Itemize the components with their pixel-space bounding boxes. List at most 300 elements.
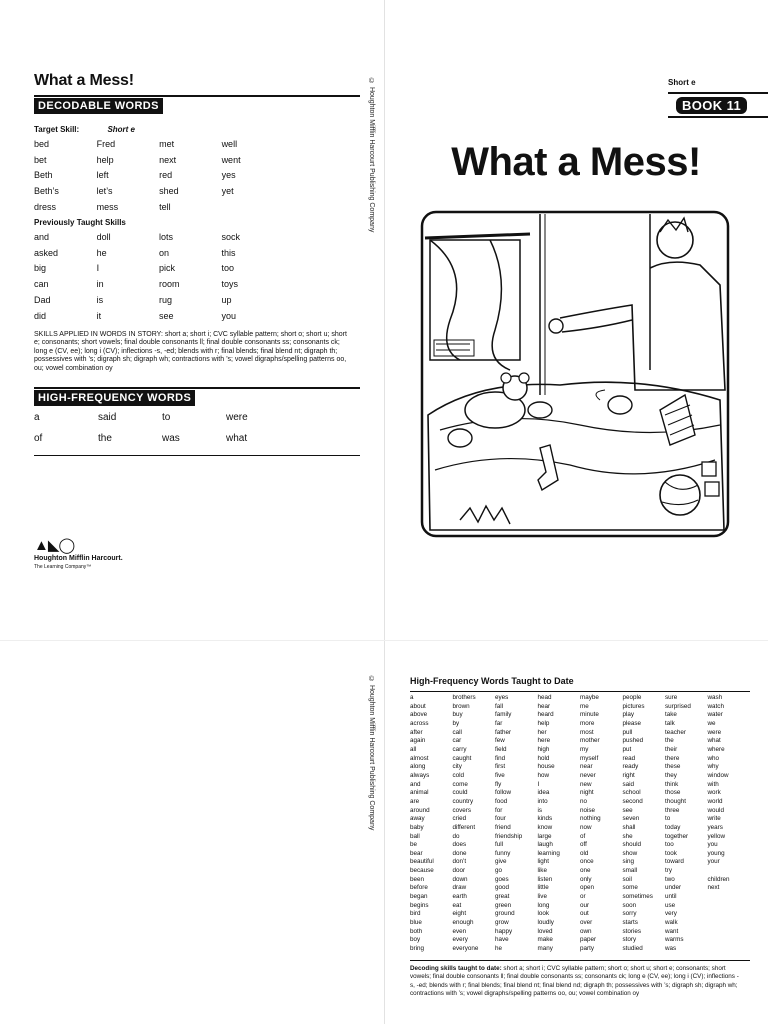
list-item: a [410, 694, 414, 701]
list-item: into [537, 797, 548, 805]
list-item: children [707, 875, 730, 883]
skills-applied-note: SKILLS APPLIED IN WORDS IN STORY: short a; short i; CVC syllable pattern; short o; short u; short e; consonants; short vowels; final double consonants ll; final double consonants ss; consonants ck; long e (CV, ee); long i (CV); inflections -s, -ed; blends with r; final blends; final blend nt; digraph th; possessives with ’s; digraph sh; digraph wh; contractions with ’s; vowel digraphs/spelling patterns oo, ou; vowel combination oy [34, 330, 347, 372]
list-item: bear [410, 849, 423, 857]
list-item: own [580, 927, 592, 935]
prev-words-table [34, 229, 284, 324]
list-item: like [537, 867, 547, 875]
list-item: carry [452, 745, 467, 753]
list-item: maybe [580, 694, 599, 701]
list-item: hold [537, 754, 550, 762]
list-item: learning [537, 849, 560, 857]
list-item: nothing [580, 815, 601, 823]
target-skill-row [34, 125, 360, 134]
list-item: play [622, 711, 635, 719]
list-item: more [580, 719, 595, 727]
list-item: write [707, 815, 721, 823]
list-item: many [537, 945, 553, 953]
list-item: began [410, 893, 428, 901]
word-cell: next [159, 154, 177, 165]
list-item: before [410, 884, 428, 892]
list-item: food [495, 797, 508, 805]
word-cell: the [98, 433, 112, 445]
word-cell: lots [158, 231, 173, 242]
list-item: pictures [622, 702, 645, 710]
list-item: all [410, 745, 417, 753]
decodable-heading-bar [34, 97, 360, 113]
list-item: animal [410, 789, 429, 797]
list-item: wash [707, 694, 723, 701]
table-row [34, 245, 284, 261]
list-item: of [580, 832, 586, 840]
list-item: have [495, 936, 509, 944]
list-item: even [452, 927, 467, 935]
hf-heading-bar [34, 389, 360, 405]
list-item: few [495, 737, 505, 745]
word-cell: rug [158, 295, 172, 306]
list-item: party [580, 945, 594, 953]
list-item: these [665, 763, 681, 771]
list-item: how [537, 771, 550, 779]
list-item: open [580, 884, 595, 892]
word-cell: did [34, 310, 47, 321]
list-item: seven [622, 815, 640, 823]
list-item: small [622, 867, 638, 875]
list-item: help [537, 719, 550, 727]
list-item: away [410, 815, 425, 823]
word-cell: up [221, 295, 232, 306]
list-item: why [707, 763, 719, 771]
list-item: toward [665, 858, 684, 866]
list-item: house [537, 763, 555, 771]
list-item: some [622, 884, 638, 892]
list-item: her [537, 728, 547, 736]
decodable-heading: DECODABLE WORDS [34, 98, 163, 114]
list-item: never [580, 771, 596, 779]
list-item: know [537, 823, 553, 831]
list-item: until [665, 893, 677, 901]
list-item: put [622, 745, 632, 753]
target-skill-label: Target Skill: [34, 125, 80, 134]
list-item: across [410, 719, 429, 727]
table-row [34, 407, 290, 428]
list-item: idea [537, 789, 550, 797]
list-item: head [537, 694, 552, 701]
list-item: soon [622, 901, 637, 909]
list-item: good [495, 884, 510, 892]
list-item: who [707, 754, 720, 762]
word-cell: bet [34, 154, 47, 165]
list-item: does [452, 841, 467, 849]
word-cell: big [34, 263, 47, 274]
list-item: me [580, 702, 589, 710]
word-cell: you [221, 310, 237, 321]
list-item: bird [410, 910, 421, 918]
list-item: night [580, 789, 594, 797]
list-item: he [495, 945, 503, 953]
list-item: three [665, 806, 680, 814]
list-item: warms [665, 936, 684, 944]
list-item: large [537, 832, 552, 840]
list-item: surprised [665, 702, 691, 710]
list-item: together [665, 832, 689, 840]
list-item: only [580, 875, 592, 883]
list-item: my [580, 745, 589, 753]
list-item: family [495, 711, 512, 719]
target-skill-value: Short e [107, 125, 135, 134]
list-item: those [665, 789, 681, 797]
list-item: don’t [452, 858, 467, 866]
list-item: high [537, 745, 550, 753]
list-item: young [707, 849, 725, 857]
decoding-rule [410, 960, 750, 961]
list-item: was [665, 945, 677, 953]
word-cell: mess [96, 202, 119, 213]
word-cell: see [158, 310, 174, 321]
word-cell: is [96, 295, 104, 306]
list-item: country [452, 797, 474, 805]
list-item: blue [410, 919, 422, 927]
list-item: every [452, 936, 468, 944]
list-item: new [580, 780, 592, 788]
list-item: near [580, 763, 593, 771]
book-number: BOOK 11 [676, 97, 747, 114]
list-item: work [707, 789, 721, 797]
list-item: city [452, 763, 462, 771]
list-item: the [665, 737, 674, 745]
list-item: see [622, 806, 633, 814]
list-item: car [452, 737, 462, 745]
word-cell: tell [159, 202, 171, 213]
list-item: be [410, 841, 418, 849]
list-item: want [665, 927, 679, 935]
list-item: their [665, 745, 678, 753]
list-item: too [665, 841, 674, 849]
story-title: What a Mess! [34, 72, 134, 89]
word-column [623, 694, 666, 954]
list-item: covers [452, 806, 472, 814]
word-cell: room [158, 279, 180, 290]
word-cell: can [34, 279, 49, 290]
list-item: along [410, 763, 426, 771]
list-item: sing [622, 858, 635, 866]
list-item: look [537, 910, 550, 918]
list-item: watch [707, 702, 724, 710]
table-row [34, 168, 284, 184]
word-column [453, 694, 496, 954]
list-item: ground [495, 910, 515, 918]
list-item: right [622, 771, 635, 779]
list-item: two [665, 875, 675, 883]
list-item: minute [580, 711, 599, 719]
word-cell: toys [221, 279, 239, 290]
list-item: school [622, 789, 641, 797]
table-row [34, 152, 284, 168]
list-item: beautiful [410, 858, 434, 866]
list-item: should [622, 841, 642, 849]
word-cell: it [96, 310, 102, 321]
list-item: everyone [452, 945, 479, 953]
list-item: said [622, 780, 635, 788]
list-item: great [495, 893, 510, 901]
list-item: friendship [495, 832, 523, 840]
list-item: baby [410, 823, 424, 831]
word-cell: asked [34, 247, 59, 258]
word-cell: I [96, 263, 100, 274]
list-item: no [580, 797, 588, 805]
list-item: first [495, 763, 506, 771]
list-item: our [580, 901, 590, 909]
list-item: laugh [537, 841, 553, 849]
list-item: use [665, 901, 676, 909]
list-item: one [580, 867, 591, 875]
list-item: caught [452, 754, 472, 762]
publisher-logo [34, 536, 123, 570]
list-item: next [707, 884, 720, 892]
table-row [34, 428, 290, 449]
table-row [34, 276, 284, 292]
word-cell: Fred [96, 138, 116, 149]
list-item: earth [452, 893, 467, 901]
list-item: now [580, 823, 592, 831]
list-item: yellow [707, 832, 725, 840]
word-column [708, 694, 751, 954]
list-item: or [580, 893, 586, 901]
list-item: kinds [537, 815, 553, 823]
word-cell: let’s [96, 186, 113, 197]
fold-line-horizontal [0, 640, 768, 641]
list-item: starts [622, 919, 638, 927]
list-item: go [495, 867, 503, 875]
list-item: bring [410, 945, 425, 953]
word-list-panel [34, 72, 360, 456]
hf-bottom-rule [34, 455, 360, 456]
list-item: shall [622, 823, 636, 831]
word-column [580, 694, 623, 954]
list-item: are [410, 797, 420, 805]
list-item: different [452, 823, 476, 831]
word-cell: he [96, 247, 107, 258]
list-item: noise [580, 806, 596, 814]
word-cell: was [162, 433, 180, 445]
list-item: light [537, 858, 550, 866]
list-item: story [622, 936, 637, 944]
list-item: heard [537, 711, 554, 719]
word-cell: red [159, 170, 173, 181]
list-item: soil [622, 875, 632, 883]
list-item: brown [452, 702, 470, 710]
word-cell: bed [34, 138, 50, 149]
prev-skills-label: Previously Taught Skills [34, 217, 126, 227]
list-item: five [495, 771, 505, 779]
word-cell: were [226, 412, 248, 424]
list-item: under [665, 884, 682, 892]
list-item: hear [537, 702, 551, 710]
list-item: and [410, 780, 421, 788]
list-item: teacher [665, 728, 687, 736]
list-item: pull [622, 728, 633, 736]
table-row [34, 292, 284, 308]
list-item: today [665, 823, 681, 831]
list-item: ball [410, 832, 420, 840]
word-cell: to [162, 412, 171, 424]
list-item: they [665, 771, 677, 779]
word-cell: sock [221, 231, 241, 242]
word-column [538, 694, 581, 954]
table-row [34, 261, 284, 277]
list-item: where [707, 745, 725, 753]
list-item: both [410, 927, 423, 935]
list-item: goes [495, 875, 509, 883]
list-item: full [495, 841, 504, 849]
word-cell: met [159, 138, 175, 149]
list-item: happy [495, 927, 513, 935]
list-item: with [707, 780, 719, 788]
list-item: window [707, 771, 729, 779]
word-cell: pick [158, 263, 175, 274]
list-item: down [452, 875, 468, 883]
list-item: after [410, 728, 423, 736]
list-item: loudly [537, 919, 554, 927]
list-item: myself [580, 754, 599, 762]
list-item: find [495, 754, 506, 762]
decoding-label: Decoding skills taught to date: [410, 964, 502, 972]
list-item: most [580, 728, 594, 736]
decoding-text: short a; short i; CVC syllable pattern; short o; short u; short e; consonants; short vowels; final double consonants ll; final double consonants ss; consonants ck; long e (CV, ee); long i (CV); inflections -s, -ed; blends with r; final blends; final blend nt; final blend nd; digraph th; possessives with ’s; digraph sh; digraph wh; contractions with ’s; vowel digraphs/spelling patterns oo, ou; vowel combination oy [410, 964, 739, 998]
list-item: off [580, 841, 587, 849]
word-cell: dress [34, 202, 57, 213]
list-item: fly [495, 780, 502, 788]
list-item: years [707, 823, 723, 831]
list-item: live [537, 893, 547, 901]
word-cell: yes [221, 170, 236, 181]
list-item: friend [495, 823, 511, 831]
list-item: give [495, 858, 507, 866]
list-item: listen [537, 875, 553, 883]
table-row [34, 183, 284, 199]
hf-heading: HIGH-FREQUENCY WORDS [34, 390, 195, 406]
list-item: do [452, 832, 460, 840]
list-item: around [410, 806, 430, 814]
list-item: grow [495, 919, 509, 927]
list-item: about [410, 702, 426, 710]
word-cell: a [34, 412, 40, 424]
list-item: there [665, 754, 680, 762]
list-item: paper [580, 936, 597, 944]
list-item: funny [495, 849, 511, 857]
list-item: eight [452, 910, 467, 918]
list-item: call [452, 728, 462, 736]
list-item: ready [622, 763, 639, 771]
word-cell: what [226, 433, 248, 445]
word-cell: left [96, 170, 109, 181]
word-cell: help [96, 154, 114, 165]
list-item: second [622, 797, 643, 805]
short-vowel-label: Short e [668, 78, 696, 87]
decoding-skills-note [410, 965, 742, 999]
list-item: sometimes [622, 893, 653, 901]
list-item [708, 867, 751, 876]
list-item: eyes [495, 694, 509, 701]
list-item: follow [495, 789, 512, 797]
cover-title: What a Mess! [451, 140, 701, 184]
list-item: talk [665, 719, 675, 727]
list-item: sure [665, 694, 678, 701]
list-item: come [452, 780, 468, 788]
publisher-name: Houghton Mifflin Harcourt. [34, 555, 123, 562]
list-item: always [410, 771, 430, 779]
list-item: buy [452, 711, 463, 719]
word-column [495, 694, 538, 954]
book-badge [668, 92, 768, 118]
list-item: been [410, 875, 425, 883]
list-item: what [707, 737, 721, 745]
table-row [34, 308, 284, 324]
word-cell: said [98, 412, 117, 424]
list-item: because [410, 867, 434, 875]
list-item: walk [665, 919, 678, 927]
list-item: far [495, 719, 503, 727]
list-item: little [537, 884, 549, 892]
publisher-tagline: The Learning Company™ [34, 564, 92, 570]
list-item: show [622, 849, 638, 857]
list-item: I [537, 780, 540, 788]
word-cell: went [221, 154, 241, 165]
hf-word-columns [410, 694, 750, 954]
list-item: we [707, 719, 716, 727]
list-item: water [707, 711, 723, 719]
list-item: take [665, 711, 677, 719]
hf-to-date-rule [410, 691, 750, 692]
list-item: sorry [622, 910, 637, 918]
list-item: please [622, 719, 642, 727]
table-row [34, 229, 284, 245]
word-cell: shed [159, 186, 179, 197]
list-item: you [707, 841, 718, 849]
list-item: could [452, 789, 468, 797]
list-item: done [452, 849, 467, 857]
list-item: studied [622, 945, 643, 953]
list-item: took [665, 849, 677, 857]
word-cell: Beth’s [34, 186, 59, 197]
list-item: by [452, 719, 460, 727]
list-item: above [410, 711, 428, 719]
word-cell: doll [96, 231, 111, 242]
word-cell [222, 199, 284, 215]
hf-words-to-date [410, 676, 750, 999]
list-item: brothers [452, 694, 476, 701]
list-item: stories [622, 927, 642, 935]
list-item: would [707, 806, 724, 814]
list-item: were [707, 728, 722, 736]
list-item: four [495, 815, 506, 823]
list-item: read [622, 754, 636, 762]
copyright-vertical-top: © Houghton Mifflin Harcourt Publishing Company [368, 78, 375, 233]
list-item: enough [452, 919, 474, 927]
list-item: here [537, 737, 551, 745]
list-item: mother [580, 737, 600, 745]
table-row [34, 199, 284, 215]
word-cell: Beth [34, 170, 53, 181]
list-item: begins [410, 901, 429, 909]
word-cell: yet [221, 186, 234, 197]
word-cell: this [221, 247, 236, 258]
list-item: father [495, 728, 512, 736]
copyright-vertical-bottom: © Houghton Mifflin Harcourt Publishing Company [368, 676, 375, 831]
word-cell: of [34, 433, 43, 445]
list-item: again [410, 737, 426, 745]
list-item: make [537, 936, 553, 944]
list-item: green [495, 901, 512, 909]
